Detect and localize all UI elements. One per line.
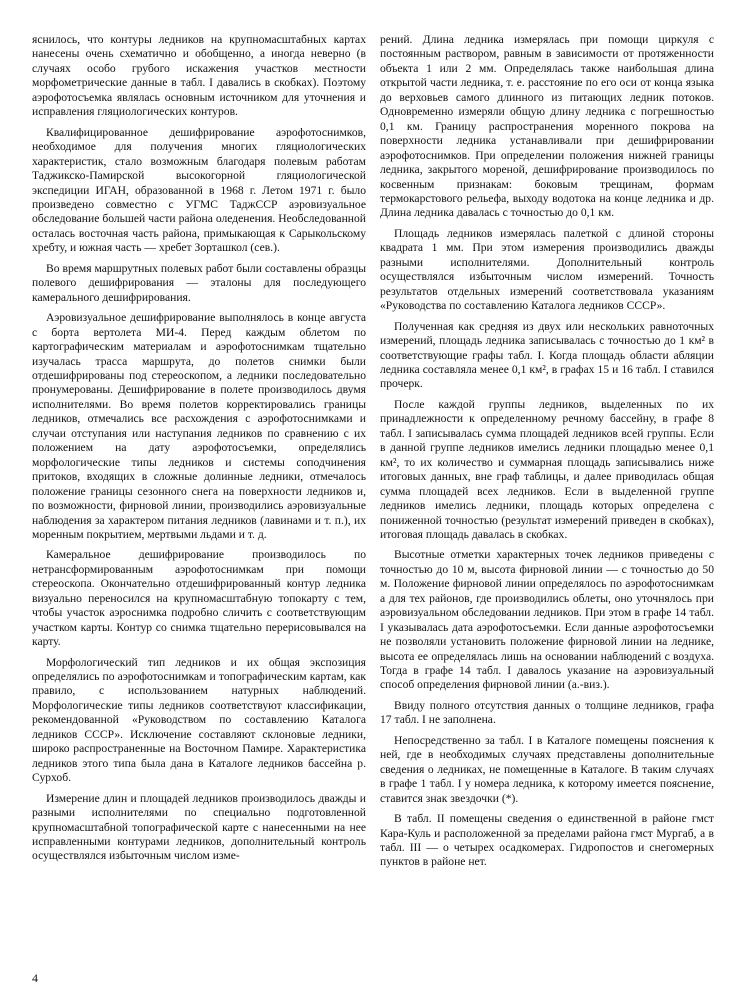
paragraph: Квалифицированное дешифрирование аэрофотоснимков, необходимое для получения многих гляциологических характеристик, стало возможным благодаря полевым работам Таджикско-Памирской высокогорной гляциологической экспедиции ИГАН, образованной в 1968 г. Летом 1971 г. было произведено совместно с УГМС ТаджССР аэровизуальное обследование большей части района оледенения. Необследованной осталась восточная часть района, примыкающая к Сарыкольскому хребту, и южная часть — хребет Зорташкол (сев.). <box>32 125 366 255</box>
paragraph: Морфологический тип ледников и их общая экспозиция определялись по аэрофотоснимкам и топографическим картам, как правило, с использованием натурных наблюдений. Морфологические типы ледников соответствуют классификации, рекомендованной «Руководством по составлению Каталога ледников СССР». Исключение составляют склоновые ледники, широко распространенные на Восточном Памире. Характеристика ледников этого типа была дана в Каталоге ледников бассейна р. Сурхоб. <box>32 655 366 785</box>
paragraph: Ввиду полного отсутствия данных о толщине ледников, графа 17 табл. I не заполнена. <box>380 698 714 727</box>
paragraph: Площадь ледников измерялась палеткой с длиной стороны квадрата 1 мм. При этом измерения производились дважды разными исполнителями. Дополнительный контроль осуществлялся избыточным числом измерений. Точность результатов отдельных измерений соответствовала указаниям «Руководства по составлению Каталога ледников СССР». <box>380 226 714 313</box>
paragraph: Непосредственно за табл. I в Каталоге помещены пояснения к ней, где в необходимых случаях представлены дополнительные сведения о ледниках, не помещенные в Каталоге. В таким случаях в графе 1 табл. I у номера ледника, к которому имеется пояснение, ставится знак звездочки (*). <box>380 733 714 805</box>
paragraph: Во время маршрутных полевых работ были составлены образцы полевого дешифрирования — эталоны для последующего камерального дешифрирования. <box>32 261 366 304</box>
paragraph: Аэровизуальное дешифрирование выполнялось в конце августа с борта вертолета МИ-4. Перед каждым облетом по картографическим материалам и аэрофотоснимкам тщательно изучалась трасса маршрута, до полетов снимки были отдешифрированы под стереоскопом, а ледники последовательно пронумерованы. Дешифрирование в полете производилось двумя исполнителями. Во время полетов корректировались границы ледников, отмечались все расхождения с аэрофотоснимками и случаи отступания или наступания ледников по сравнению с их положением на дату аэрофотосъемки, определялись морфологические типы ледников и системы соподчинения притоков, входящих в сложные долинные ледники, отмечалось положение границы сезонного снега на поверхности ледников и, по возможности, фирновой линии, производились аэровизуальные наблюдения за характером питания ледников (лавинами и т. п.), их моренным покрытием, мертвыми льдами и т. д. <box>32 311 366 541</box>
paragraph: После каждой группы ледников, выделенных по их принадлежности к определенному речному бассейну, в графе 8 табл. I записывалась сумма площадей ледников всей группы. Если в данной группе ледников имелись ледники площадью менее 0,1 км², то их количество и суммарная площадь записывались ниже итоговых данных, вне граф таблицы, и далее приводилась общая сумма площадей всех ледников. Если в выделенной группе ледников имелись ледники, площадь которых определена с пониженной точностью (результат измерений приведен в скобках), итоговая площадь давалась в скобках. <box>380 397 714 541</box>
left-column <box>32 33 366 870</box>
paragraph: рений. Длина ледника измерялась при помощи циркуля с постоянным раствором, равным в зависимости от протяженности объекта 1 или 2 мм. Определялась также наибольшая длина открытой части ледника, т. е. расстояние по его оси от конца языка до верховьев самого длинного из питающих ледник потоков. Одновременно измеряли общую длину ледника с погрешностью 0,1 км. Границу распространения моренного покрова на поверхности ледника устанавливали при дешифрировании аэрофотоснимков. При определении положения нижней границы ледника, закрытого мореной, дешифрирование производилось по косвенным признакам: боковым трещинам, формам термокарстового рельефа, выходу водотока на конце ледника и др. Длина ледника давалась с точностью до 0,1 км. <box>380 33 714 220</box>
paragraph: Высотные отметки характерных точек ледников приведены с точностью до 10 м, высота фирновой линии — с точностью до 50 м. Положение фирновой линии определялось по аэрофотоснимкам а для тех районов, где производились облеты, оно уточнялось при аэровизуальном обследовании ледников. При этом в графе 14 табл. I указывалась дата аэрофотосъемки. Если данные аэрофотосъемки не позволяли установить положение фирновой линии на леднике, высота ее определялась лишь на основании наблюдений с воздуха. Тогда в графе 14 табл. I давалось указание на аэровизуальный способ определения фирновой линии (а.-виз.). <box>380 548 714 692</box>
right-column <box>380 33 714 876</box>
paragraph: Полученная как средняя из двух или нескольких равноточных измерений, площадь ледника записывалась с точностью до 1 км² в соответствующие графы табл. I. Когда площадь области абляции ледника составляла менее 0,1 км², в графах 15 и 16 табл. I ставился прочерк. <box>380 319 714 391</box>
paragraph: яснилось, что контуры ледников на крупномасштабных картах нанесены очень схематично и обобщенно, а иногда неверно (в случаях особо грубого искажения участков местности морфометрические данные в табл. I давались в скобках). Поэтому аэрофотосъемка являлась основным источником для уточнения и исправления гляциологических контуров. <box>32 33 366 119</box>
paragraph: Измерение длин и площадей ледников производилось дважды и разными исполнителями по специально подготовленной крупномасштабной топографической карте с нанесенными на нее исправленными контурами ледников, дополнительный контроль осуществлялся избыточным числом изме- <box>32 791 366 863</box>
paragraph: В табл. II помещены сведения о единственной в районе гмст Кара-Куль и расположенной за пределами района гмст Мургаб, а в табл. III — о четырех осадкомерах. Гидропостов и снегомерных пунктов в районе нет. <box>380 812 714 869</box>
page-number: 4 <box>32 971 38 985</box>
paragraph: Камеральное дешифрирование производилось по нетрансформированным аэрофотоснимкам при помощи стереоскопа. Окончательно отдешифрированный контур ледника визуально переносился на крупномасштабную топокарту с тем, чтобы участок аэроснимка подробно сличить с соответствующим участком карты. Контур со снимка тщательно перерисовывался на карту. <box>32 548 366 649</box>
